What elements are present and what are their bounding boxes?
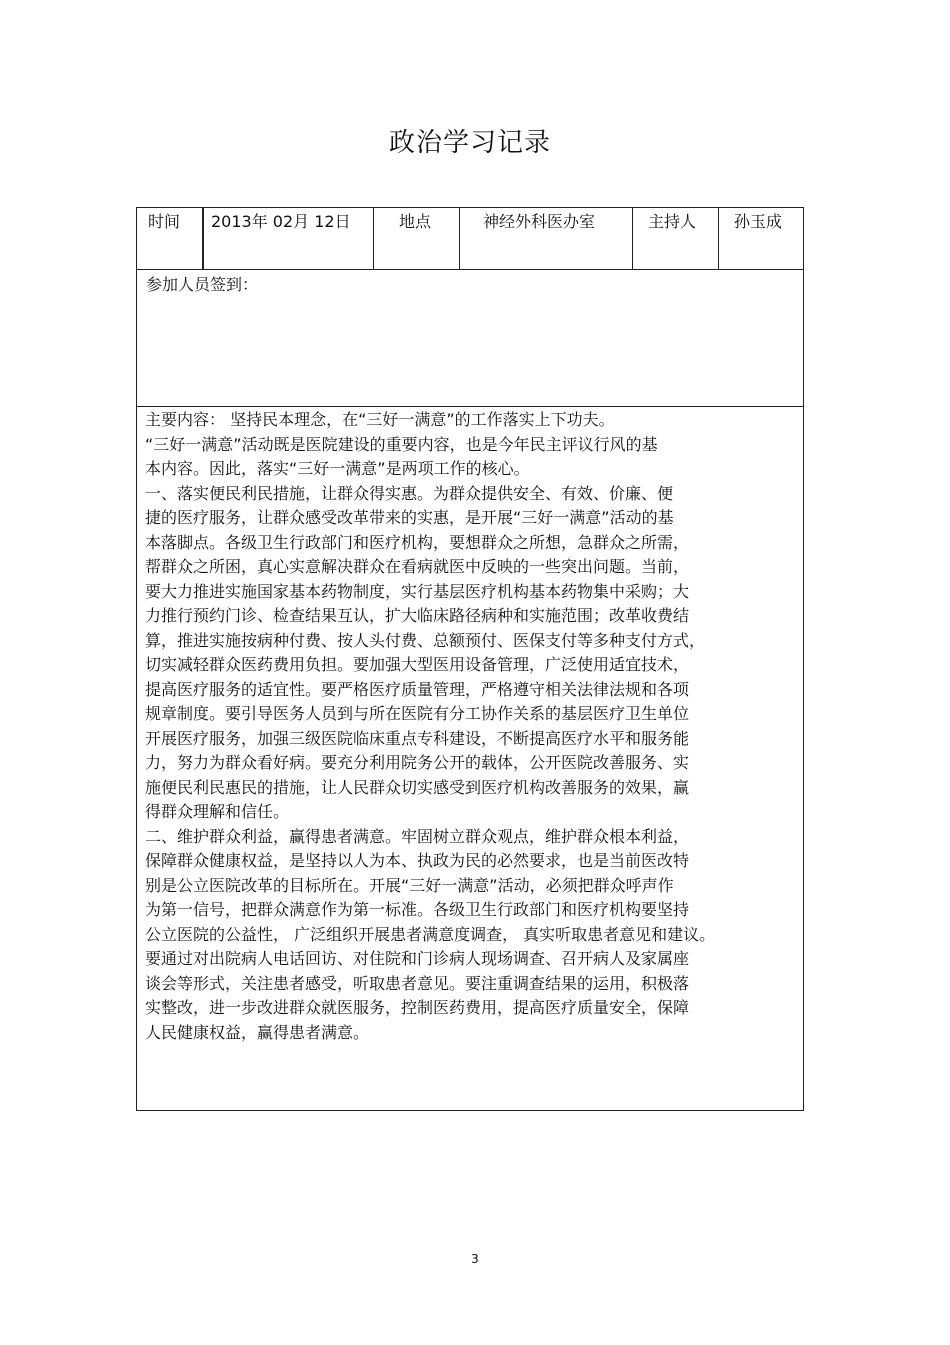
header-row xyxy=(137,208,803,270)
page-title: 政治学习记录 xyxy=(388,128,551,158)
content-line: 谈会等形式，关注患者感受，听取患者意见。要注重调查结果的运用，积极落 xyxy=(145,973,690,993)
attendees-section xyxy=(137,270,803,407)
content-line: 捷的医疗服务，让群众感受改革带来的实惠，是开展“三好一满意”活动的基 xyxy=(145,508,674,527)
place-value: 神经外科医办室 xyxy=(460,208,633,269)
content-line: 力推行预约门诊、检查结果互认，扩大临床路径病种和实施范围；改革收费结 xyxy=(145,606,690,625)
content-line: 要通过对出院病人电话回访、对住院和门诊病人现场调查、召开病人及家属座 xyxy=(145,949,690,968)
content-line: 保障群众健康权益，是坚持以人为本、执政为民的必然要求，也是当前医改特 xyxy=(145,851,690,870)
host-value: 孙玉成 xyxy=(734,212,783,231)
content-line: 开展医疗服务，加强三级医院临床重点专科建设，不断提高医疗水平和服务能 xyxy=(145,728,690,748)
content-line: 帮群众之所困，真心实意解决群众在看病就医中反映的一些突出问题。当前， xyxy=(145,557,690,576)
content-line: 力，努力为群众看好病。要充分利用院务公开的载体，公开医院改善服务、实 xyxy=(145,753,690,772)
content-line: 别是公立医院改革的目标所在。开展“三好一满意”活动，必须把群众呼声作 xyxy=(145,875,674,895)
record-table xyxy=(136,207,804,1111)
content-line: 施便民利民惠民的措施，让人民群众切实感受到医疗机构改善服务的效果，赢 xyxy=(145,777,690,797)
content-line: 提高医疗服务的适宜性。要严格医疗质量管理，严格遵守相关法律法规和各项 xyxy=(145,679,690,699)
content-line: 公立医院的公益性， 广泛组织开展患者满意度调查， 真实听取患者意见和建议。 xyxy=(145,924,716,944)
place-label: 地点 xyxy=(374,208,460,269)
host-label: 主持人 xyxy=(633,208,719,269)
content-line: 规章制度。要引导医务人员到与所在医院有分工协作关系的基层医疗卫生单位 xyxy=(145,704,690,723)
content-line: 人民健康权益，赢得患者满意。 xyxy=(145,1022,370,1042)
page-number: 3 xyxy=(471,1252,479,1266)
content-line: 主要内容： 坚持民本理念，在“三好一满意”的工作落实上下功夫。 xyxy=(145,410,615,429)
content-line: 算，推进实施按病种付费、按人头付费、总额预付、医保支付等多种支付方式， xyxy=(145,630,706,650)
main-content xyxy=(137,408,803,1045)
content-line: 本落脚点。各级卫生行政部门和医疗机构，要想群众之所想，急群众之所需， xyxy=(145,532,690,552)
content-line: 一、落实便民利民措施，让群众得实惠。为群众提供安全、有效、价廉、便 xyxy=(145,483,674,503)
content-line: 本内容。因此，落实“三好一满意”是两项工作的核心。 xyxy=(145,459,530,478)
content-line: 切实减轻群众医药费用负担。要加强大型医用设备管理，广泛使用适宜技术， xyxy=(145,655,690,674)
content-line: 得群众理解和信任。 xyxy=(145,802,290,821)
content-line: 实整改，进一步改进群众就医服务，控制医药费用，提高医疗质量安全，保障 xyxy=(145,998,690,1017)
content-line: 二、维护群众利益，赢得患者满意。牢固树立群众观点，维护群众根本利益， xyxy=(145,826,690,846)
content-line: “三好一满意”活动既是医院建设的重要内容，也是今年民主评议行风的基 xyxy=(145,434,658,454)
content-line: 要大力推进实施国家基本药物制度，实行基层医疗机构基本药物集中采购；大 xyxy=(145,581,690,601)
attendees-label: 参加人员签到： xyxy=(146,275,259,294)
time-label: 时间 xyxy=(137,208,203,269)
date-value: 2013年 02月 12日 xyxy=(211,212,351,231)
content-line: 为第一信号，把群众满意作为第一标准。各级卫生行政部门和医疗机构要坚持 xyxy=(145,900,690,919)
